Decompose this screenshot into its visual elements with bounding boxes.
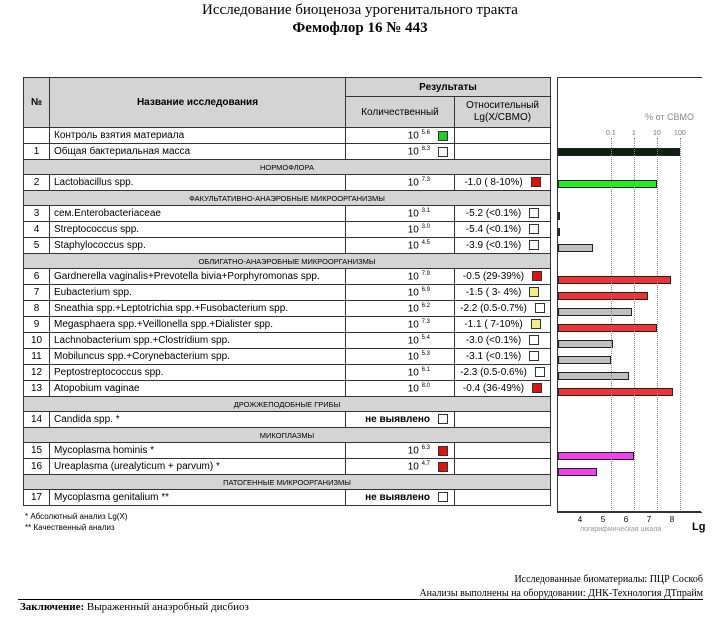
- row-num: 6: [24, 269, 50, 285]
- quant-cell: [346, 301, 455, 317]
- chart-bar: [558, 308, 632, 316]
- header-rel: Относительный Lg(X/СВМО): [455, 97, 551, 128]
- row-name: Общая бактериальная масса: [50, 144, 346, 160]
- quant-base: 10: [407, 303, 419, 315]
- footnote-2: ** Качественный анализ: [25, 523, 115, 532]
- relative-value: -5.4 (<0.1%): [465, 224, 522, 235]
- table-row: [24, 285, 551, 301]
- row-name: Lachnobacterium spp.+Clostridium spp.: [50, 333, 346, 349]
- row-name: Atopobium vaginae: [50, 381, 346, 397]
- quant-base: 10: [407, 177, 419, 189]
- empty-marker: [438, 209, 448, 219]
- row-name: Candida spp. *: [50, 412, 346, 428]
- status-marker: [529, 240, 539, 250]
- status-marker: [438, 492, 448, 502]
- quant-exponent: 4.7: [421, 460, 430, 467]
- quant-exponent: 5.6: [421, 129, 430, 136]
- row-name: Mycoplasma genitalium **: [50, 490, 346, 506]
- row-num: 5: [24, 238, 50, 254]
- relative-cell: [455, 175, 551, 191]
- quant-base: 10: [407, 271, 419, 283]
- quant-exponent: 7.3: [421, 318, 430, 325]
- chart-bar: [558, 468, 597, 476]
- row-name: Gardnerella vaginalis+Prevotella bivia+Porphyromonas spp.: [50, 269, 346, 285]
- quant-exponent: 4.5: [421, 239, 430, 246]
- relative-value: -0.4 (36-49%): [462, 383, 525, 394]
- quant-base: 10: [407, 445, 419, 457]
- chart-title: % от СВМО: [645, 112, 694, 122]
- empty-marker: [438, 178, 448, 188]
- equipment-text: Анализы выполнены на оборудовании: ДНК-Технология ДТпрайм: [419, 588, 703, 599]
- section-title: МИКОПЛАЗМЫ: [24, 428, 551, 443]
- table-row: [24, 490, 551, 506]
- section-title: ДРОЖЖЕПОДОБНЫЕ ГРИБЫ: [24, 397, 551, 412]
- empty-marker: [438, 384, 448, 394]
- relative-value: -2.2 (0.5-0.7%): [460, 303, 527, 314]
- chart-x-axis: [557, 511, 701, 512]
- chart-xlabel: логарифмическая шкала: [580, 526, 662, 533]
- row-num: 2: [24, 175, 50, 191]
- quant-cell: [346, 381, 455, 397]
- quant-cell: [346, 459, 455, 475]
- table-row: [24, 144, 551, 160]
- row-name: Sneathia spp.+Leptotrichia spp.+Fusobacterium spp.: [50, 301, 346, 317]
- row-num: 4: [24, 222, 50, 238]
- row-num: 15: [24, 443, 50, 459]
- biomaterial-text: Исследованные биоматериалы: ПЦР Соскоб: [514, 574, 703, 585]
- status-marker: [438, 414, 448, 424]
- relative-value: -1.0 ( 8-10%): [464, 177, 523, 188]
- status-marker: [529, 287, 539, 297]
- quant-exponent: 3.0: [421, 223, 430, 230]
- quant-cell: [346, 490, 455, 506]
- chart-bar: [558, 228, 560, 236]
- quant-cell: [346, 412, 455, 428]
- row-name: Staphylococcus spp.: [50, 238, 346, 254]
- table-row: [24, 238, 551, 254]
- chart-bar: [558, 148, 680, 156]
- table-row: [24, 128, 551, 144]
- empty-marker: [438, 368, 448, 378]
- quant-cell: [346, 206, 455, 222]
- row-name: Streptococcus spp.: [50, 222, 346, 238]
- conclusion: [20, 601, 249, 613]
- section-row: [24, 254, 551, 269]
- quant-base: 10: [407, 461, 419, 473]
- divider: [18, 599, 703, 600]
- relative-cell: [455, 365, 551, 381]
- quant-base: 10: [407, 383, 419, 395]
- row-num: 7: [24, 285, 50, 301]
- empty-marker: [438, 304, 448, 314]
- empty-marker: [438, 336, 448, 346]
- x-tick-label: 4: [577, 515, 583, 524]
- quant-exponent: 5.4: [421, 334, 430, 341]
- table-row: [24, 222, 551, 238]
- bar-chart: [557, 77, 702, 513]
- report-subtitle: Фемофлор 16 № 443: [292, 20, 428, 36]
- gridline: [680, 138, 681, 512]
- row-num: 16: [24, 459, 50, 475]
- quant-cell: [346, 365, 455, 381]
- row-num: 8: [24, 301, 50, 317]
- section-title: ОБЛИГАТНО-АНАЭРОБНЫЕ МИКРООРГАНИЗМЫ: [24, 254, 551, 269]
- status-marker: [438, 462, 448, 472]
- header-name: Название исследования: [50, 78, 346, 128]
- x-tick-label: 6: [623, 515, 629, 524]
- row-num: 9: [24, 317, 50, 333]
- quant-base: 10: [407, 208, 419, 220]
- relative-value: -3.1 (<0.1%): [465, 351, 522, 362]
- quant-base: 10: [407, 367, 419, 379]
- relative-cell: [455, 269, 551, 285]
- table-row: [24, 412, 551, 428]
- empty-marker: [438, 320, 448, 330]
- relative-value: -3.9 (<0.1%): [465, 240, 522, 251]
- gridline: [634, 138, 635, 512]
- quant-base: не выявлено: [365, 414, 430, 425]
- quant-cell: [346, 349, 455, 365]
- quant-base: 10: [407, 351, 419, 363]
- relative-cell: [455, 238, 551, 254]
- status-marker: [535, 367, 545, 377]
- chart-bar: [558, 388, 673, 396]
- quant-exponent: 5.3: [421, 350, 430, 357]
- quant-base: 10: [407, 130, 419, 142]
- status-marker: [529, 351, 539, 361]
- relative-cell: [455, 144, 551, 160]
- relative-cell: [455, 349, 551, 365]
- relative-value: -5.2 (<0.1%): [465, 208, 522, 219]
- row-num: 13: [24, 381, 50, 397]
- section-row: [24, 191, 551, 206]
- relative-cell: [455, 222, 551, 238]
- header-quant: Количественный: [346, 97, 455, 128]
- section-row: [24, 475, 551, 490]
- empty-marker: [438, 225, 448, 235]
- quant-base: 10: [407, 240, 419, 252]
- row-name: Mobiluncus spp.+Corynebacterium spp.: [50, 349, 346, 365]
- pct-tick-label: 100: [674, 130, 686, 137]
- row-num: 14: [24, 412, 50, 428]
- table-row: [24, 317, 551, 333]
- quant-cell: [346, 175, 455, 191]
- quant-cell: [346, 238, 455, 254]
- relative-cell: [455, 381, 551, 397]
- quant-cell: [346, 285, 455, 301]
- row-num: 3: [24, 206, 50, 222]
- report-title: Исследование биоценоза урогенитального тракта: [202, 2, 518, 18]
- status-marker: [531, 319, 541, 329]
- relative-cell: [455, 206, 551, 222]
- quant-base: не выявлено: [365, 492, 430, 503]
- quant-base: 10: [407, 335, 419, 347]
- chart-bar: [558, 356, 611, 364]
- chart-bar: [558, 276, 671, 284]
- row-name: Контроль взятия материала: [50, 128, 346, 144]
- quant-exponent: 8.3: [421, 145, 430, 152]
- table-row: [24, 349, 551, 365]
- status-marker: [535, 303, 545, 313]
- row-name: Eubacterium spp.: [50, 285, 346, 301]
- quant-cell: [346, 269, 455, 285]
- chart-bar: [558, 180, 657, 188]
- x-tick-label: 7: [646, 515, 652, 524]
- quant-exponent: 7.9: [421, 270, 430, 277]
- row-name: Mycoplasma hominis *: [50, 443, 346, 459]
- empty-marker: [438, 241, 448, 251]
- results-table: [23, 77, 551, 506]
- pct-tick-label: 1: [631, 130, 636, 137]
- chart-bar: [558, 340, 613, 348]
- quant-cell: [346, 144, 455, 160]
- status-marker: [529, 335, 539, 345]
- relative-value: -3.0 (<0.1%): [465, 335, 522, 346]
- status-marker: [529, 208, 539, 218]
- quant-cell: [346, 128, 455, 144]
- header-num: №: [24, 78, 50, 128]
- empty-marker: [438, 352, 448, 362]
- section-title: ПАТОГЕННЫЕ МИКРООРГАНИЗМЫ: [24, 475, 551, 490]
- status-marker: [529, 224, 539, 234]
- chart-axis-unit: Lg: [692, 521, 706, 533]
- row-num: [24, 128, 50, 144]
- table-row: [24, 381, 551, 397]
- relative-value: -2.3 (0.5-0.6%): [460, 367, 527, 378]
- row-num: 11: [24, 349, 50, 365]
- conclusion-text: Выраженный анаэробный дисбиоз: [86, 601, 249, 613]
- relative-cell: [455, 333, 551, 349]
- conclusion-label: Заключение:: [20, 601, 85, 613]
- status-marker: [532, 383, 542, 393]
- x-tick-label: 8: [669, 515, 675, 524]
- quant-exponent: 6.3: [421, 444, 430, 451]
- section-row: [24, 160, 551, 175]
- row-name: сем.Enterobacteriaceae: [50, 206, 346, 222]
- quant-cell: [346, 317, 455, 333]
- status-marker: [438, 147, 448, 157]
- x-tick-label: 5: [600, 515, 606, 524]
- pct-tick-label: 10: [652, 130, 661, 137]
- relative-cell: [455, 317, 551, 333]
- gridline: [657, 138, 658, 512]
- relative-value: -1.1 ( 7-10%): [464, 319, 523, 330]
- row-num: 17: [24, 490, 50, 506]
- quant-exponent: 6.1: [421, 366, 430, 373]
- footnote-1: * Абсолютный анализ Lg(X): [25, 512, 128, 521]
- relative-cell: [455, 301, 551, 317]
- relative-value: -0.5 (29-39%): [462, 271, 525, 282]
- status-marker: [438, 446, 448, 456]
- quant-cell: [346, 333, 455, 349]
- quant-cell: [346, 443, 455, 459]
- chart-bar: [558, 452, 634, 460]
- relative-cell: [455, 490, 551, 506]
- empty-marker: [438, 288, 448, 298]
- table-row: [24, 206, 551, 222]
- quant-exponent: 8.0: [421, 382, 430, 389]
- status-marker: [532, 271, 542, 281]
- quant-exponent: 7.3: [421, 176, 430, 183]
- section-title: НОРМОФЛОРА: [24, 160, 551, 175]
- header-results: Результаты: [346, 78, 551, 97]
- gridline: [611, 138, 612, 512]
- quant-exponent: 6.9: [421, 286, 430, 293]
- relative-value: -1.5 ( 3- 4%): [465, 287, 522, 298]
- quant-base: 10: [407, 319, 419, 331]
- row-num: 10: [24, 333, 50, 349]
- section-title: ФАКУЛЬТАТИВНО-АНАЭРОБНЫЕ МИКРООРГАНИЗМЫ: [24, 191, 551, 206]
- chart-bar: [558, 244, 593, 252]
- status-marker: [438, 131, 448, 141]
- table-row: [24, 269, 551, 285]
- row-name: Lactobacillus spp.: [50, 175, 346, 191]
- section-row: [24, 397, 551, 412]
- empty-marker: [438, 272, 448, 282]
- quant-base: 10: [407, 287, 419, 299]
- table-row: [24, 443, 551, 459]
- quant-exponent: 6.2: [421, 302, 430, 309]
- quant-base: 10: [407, 146, 419, 158]
- row-num: 12: [24, 365, 50, 381]
- row-name: Megasphaera spp.+Veillonella spp.+Dialister spp.: [50, 317, 346, 333]
- chart-bar: [558, 372, 629, 380]
- relative-cell: [455, 128, 551, 144]
- table-row: [24, 459, 551, 475]
- table-row: [24, 175, 551, 191]
- table-row: [24, 301, 551, 317]
- relative-cell: [455, 459, 551, 475]
- table-row: [24, 333, 551, 349]
- quant-exponent: 3.1: [421, 207, 430, 214]
- row-num: 1: [24, 144, 50, 160]
- pct-tick-label: 0.1: [606, 130, 616, 137]
- status-marker: [531, 177, 541, 187]
- relative-cell: [455, 285, 551, 301]
- quant-cell: [346, 222, 455, 238]
- table-row: [24, 365, 551, 381]
- row-name: Ureaplasma (urealyticum + parvum) *: [50, 459, 346, 475]
- section-row: [24, 428, 551, 443]
- relative-cell: [455, 412, 551, 428]
- chart-bar: [558, 212, 560, 220]
- quant-base: 10: [407, 224, 419, 236]
- relative-cell: [455, 443, 551, 459]
- chart-bar: [558, 324, 657, 332]
- row-name: Peptostreptococcus spp.: [50, 365, 346, 381]
